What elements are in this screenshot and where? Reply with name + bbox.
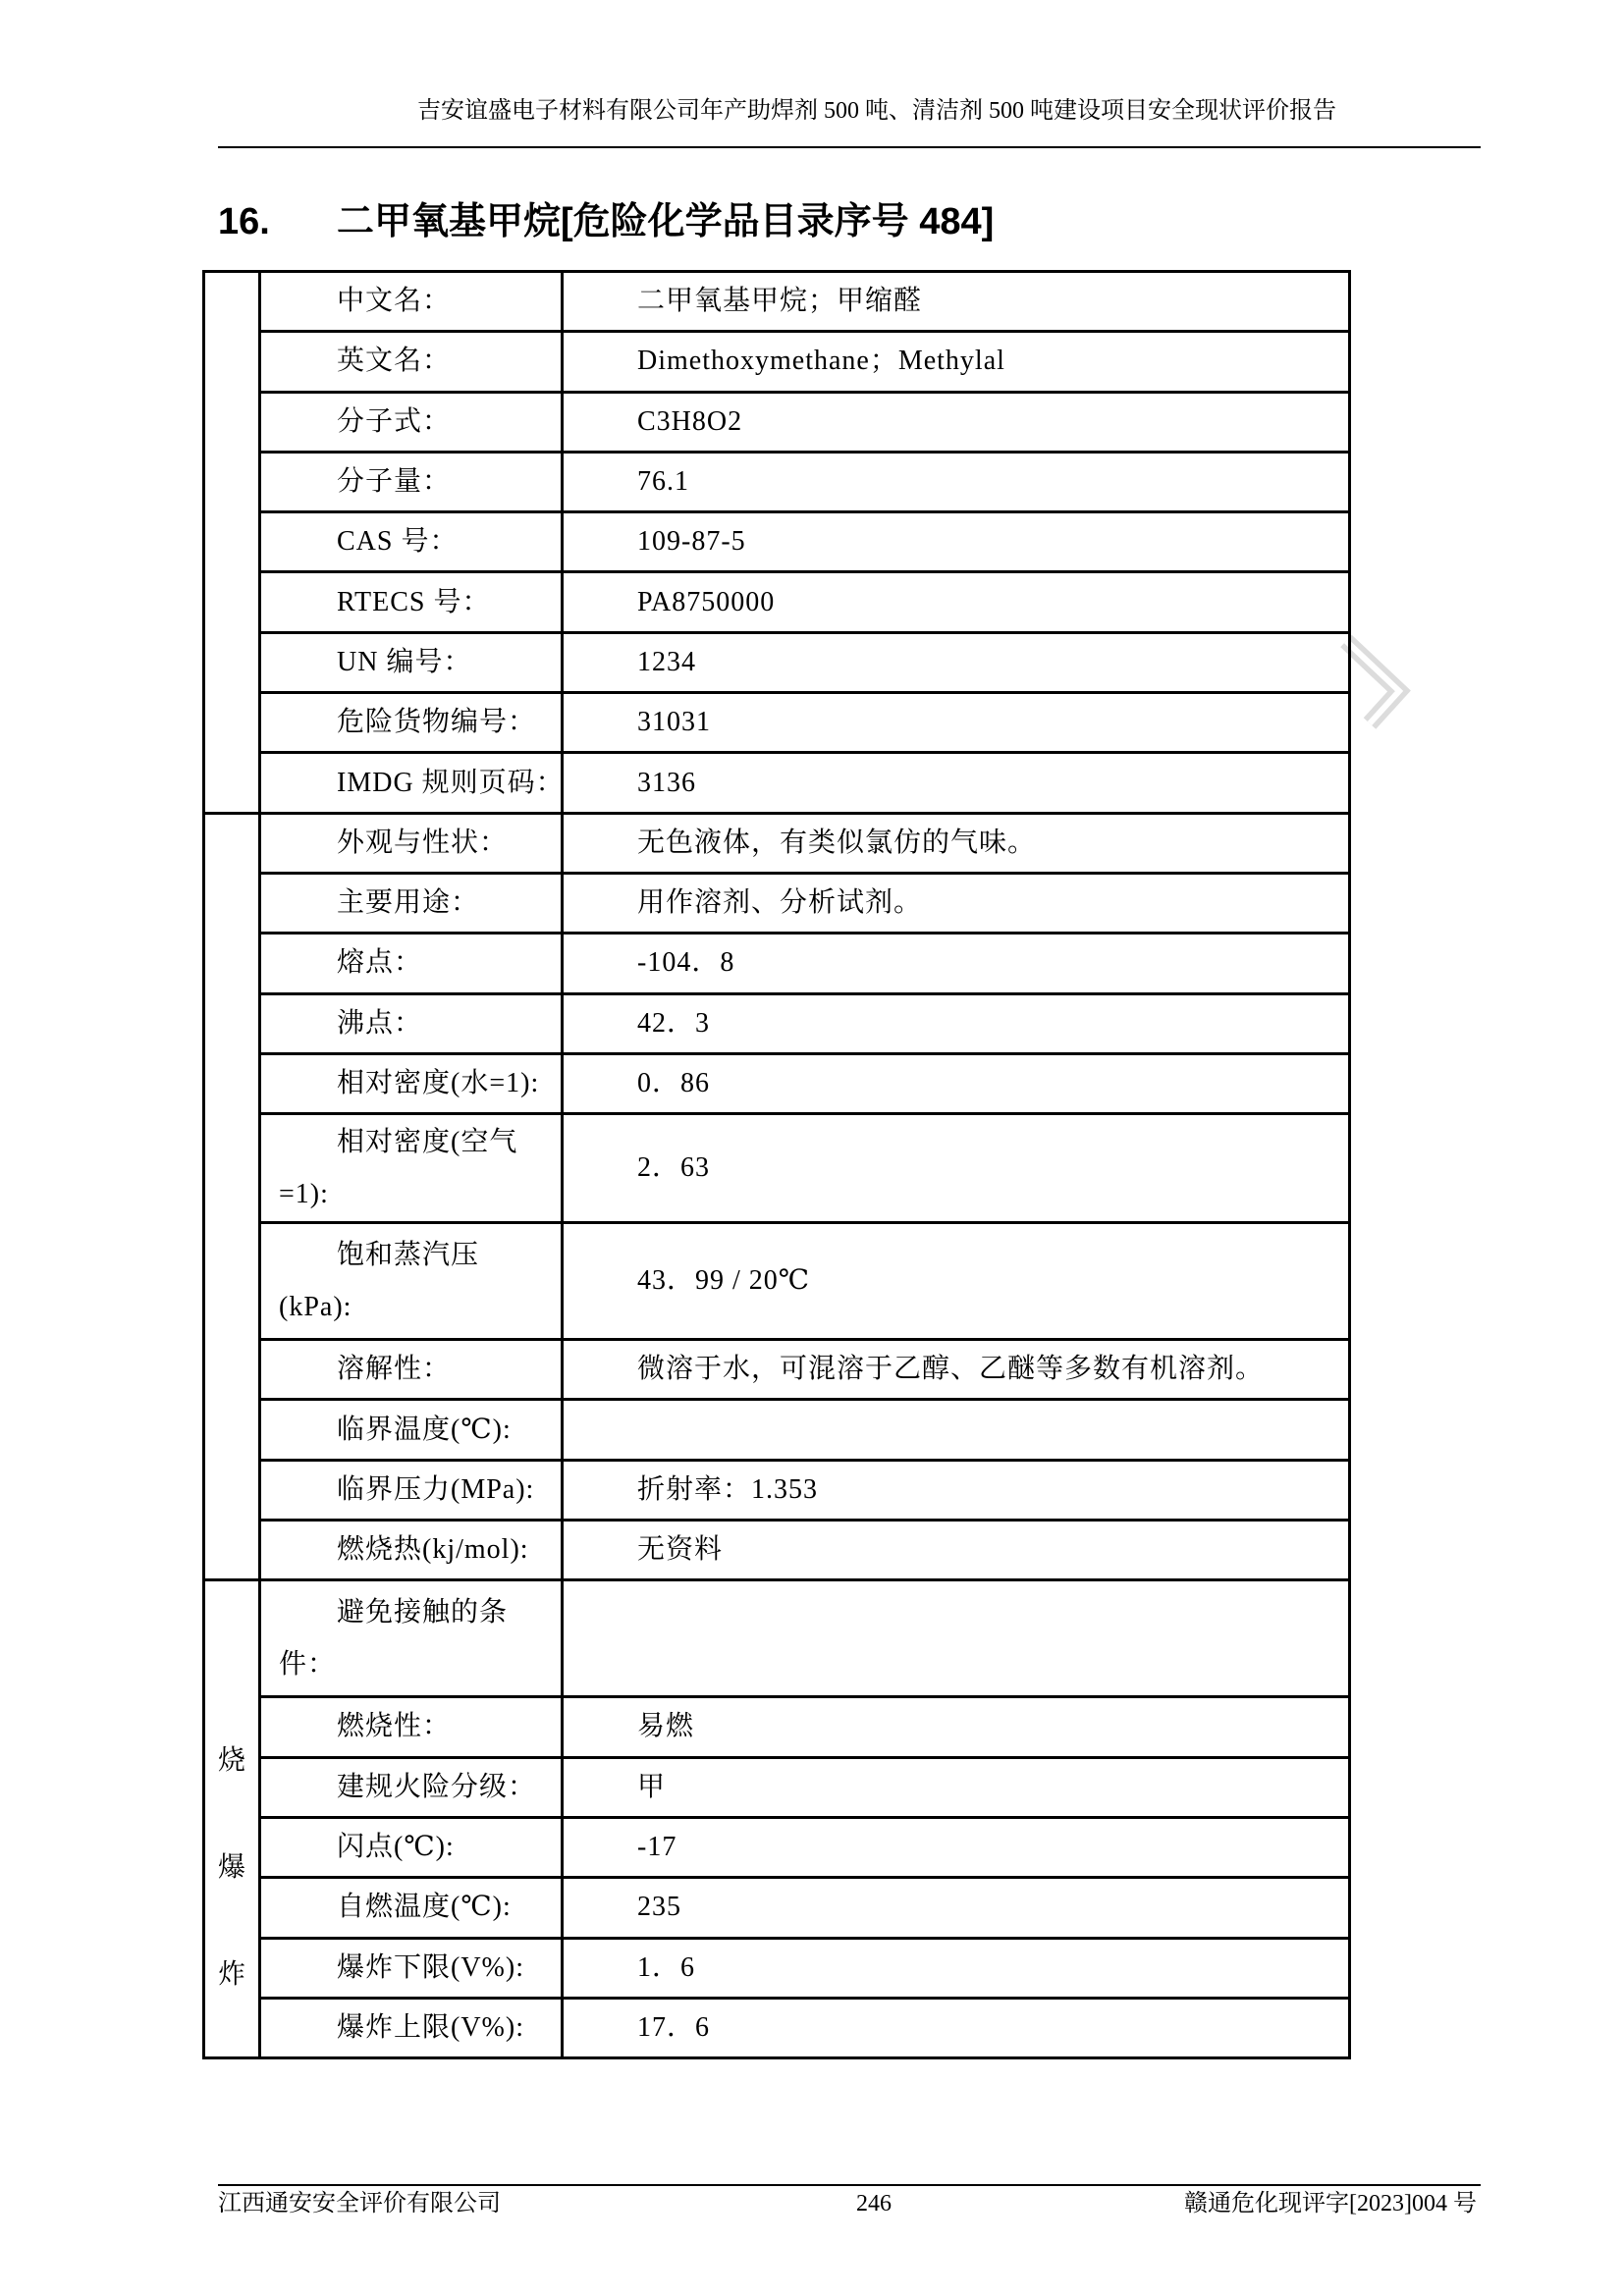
property-label: 危险货物编号： [260,693,563,753]
table-row [204,693,1350,753]
table-row [204,813,1350,873]
property-label: 闪点(℃): [260,1817,563,1877]
property-label: IMDG 规则页码： [260,753,563,813]
property-label [260,1580,563,1697]
header-rule [218,146,1481,148]
footer-company: 江西通安安全评价有限公司 [218,2191,501,2216]
table-row [204,753,1350,813]
property-value: 17．6 [563,1998,1350,2057]
property-value: 42．3 [563,993,1350,1053]
table-row [204,332,1350,392]
table-row [204,632,1350,692]
property-label: 分子量： [260,452,563,511]
property-value: 折射率：1.353 [563,1460,1350,1520]
property-value: 43．99 / 20℃ [563,1223,1350,1340]
property-value: C3H8O2 [563,392,1350,452]
section-title: 二甲氧基甲烷[危险化学品目录序号 484] [337,201,995,242]
property-value: 109-87-5 [563,512,1350,572]
property-value: -104．8 [563,934,1350,993]
category-cell-identification [204,272,260,814]
property-label: 沸点： [260,993,563,1053]
property-label: CAS 号： [260,512,563,572]
property-label: RTECS 号： [260,572,563,632]
table-row [204,1114,1350,1223]
property-label: 爆炸下限(V%): [260,1938,563,1998]
table-row [204,1460,1350,1520]
property-label: 英文名： [260,332,563,392]
property-label: 自燃温度(℃): [260,1878,563,1938]
property-label: 相对密度(水=1): [260,1053,563,1113]
table-row [204,392,1350,452]
table-row [204,1998,1350,2057]
property-value [563,1580,1350,1697]
property-value: 235 [563,1878,1350,1938]
property-value: 甲 [563,1757,1350,1817]
table-row [204,512,1350,572]
property-label: 分子式： [260,392,563,452]
page-number: 246 [856,2191,892,2216]
property-value: 无资料 [563,1521,1350,1580]
property-label: 建规火险分级： [260,1757,563,1817]
property-label: 燃烧热(kj/mol): [260,1521,563,1580]
property-label: 熔点： [260,934,563,993]
property-value: 1．6 [563,1938,1350,1998]
property-table [202,270,1351,2059]
table-row [204,452,1350,511]
table-row [204,1580,1350,1697]
table-row [204,1053,1350,1113]
table-row [204,873,1350,933]
property-label: 主要用途： [260,873,563,933]
table-row [204,572,1350,632]
property-label [260,1114,563,1223]
table-row [204,934,1350,993]
property-label-line: 件： [279,1649,337,1681]
property-label [260,1223,563,1340]
property-value: -17 [563,1817,1350,1877]
property-label: 燃烧性： [260,1697,563,1757]
table-row [204,1938,1350,1998]
table-row [204,1878,1350,1938]
category-char: 炸 [217,1958,245,1990]
section-number: 16. [218,201,270,242]
property-label-line: 避免接触的条 [337,1597,509,1629]
property-value: 31031 [563,693,1350,753]
property-label-line: 饱和蒸汽压 [337,1240,480,1271]
footer-rule [218,2184,1481,2186]
property-value: 易燃 [563,1697,1350,1757]
property-value: 3136 [563,753,1350,813]
table-row [204,1340,1350,1400]
property-value: 微溶于水，可混溶于乙醇、乙醚等多数有机溶剂。 [563,1340,1350,1400]
property-value: 用作溶剂、分析试剂。 [563,873,1350,933]
table-row [204,993,1350,1053]
category-cell-physical-properties [204,813,260,1580]
property-value: 0．86 [563,1053,1350,1113]
table-row [204,1223,1350,1340]
category-char: 烧 [217,1744,245,1776]
property-label: 临界温度(℃): [260,1400,563,1460]
property-label: 外观与性状： [260,813,563,873]
category-cell-fire-explosion [204,1580,260,2058]
property-value: 二甲氧基甲烷；甲缩醛 [563,272,1350,332]
property-label-line: =1): [279,1179,329,1210]
property-label: 爆炸上限(V%): [260,1998,563,2057]
table-row [204,1521,1350,1580]
property-label-line: (kPa): [279,1292,352,1323]
property-value: 76.1 [563,452,1350,511]
property-label: UN 编号： [260,632,563,692]
property-value: PA8750000 [563,572,1350,632]
property-value [563,1400,1350,1460]
table-row [204,1757,1350,1817]
property-value: Dimethoxymethane；Methylal [563,332,1350,392]
table-row [204,1697,1350,1757]
table-row [204,272,1350,332]
table-row [204,1817,1350,1877]
property-label-line: 相对密度(空气 [337,1127,518,1158]
property-value: 2．63 [563,1114,1350,1223]
property-value: 1234 [563,632,1350,692]
property-label: 溶解性： [260,1340,563,1400]
property-label: 临界压力(MPa): [260,1460,563,1520]
property-label: 中文名： [260,272,563,332]
table-row [204,1400,1350,1460]
page-header-title: 吉安谊盛电子材料有限公司年产助焊剂 500 吨、清洁剂 500 吨建设项目安全现状评价报告 [417,98,1336,124]
property-value: 无色液体，有类似氯仿的气味。 [563,813,1350,873]
footer-document-number: 赣通危化现评字[2023]004 号 [1184,2191,1477,2216]
category-char: 爆 [217,1851,245,1883]
